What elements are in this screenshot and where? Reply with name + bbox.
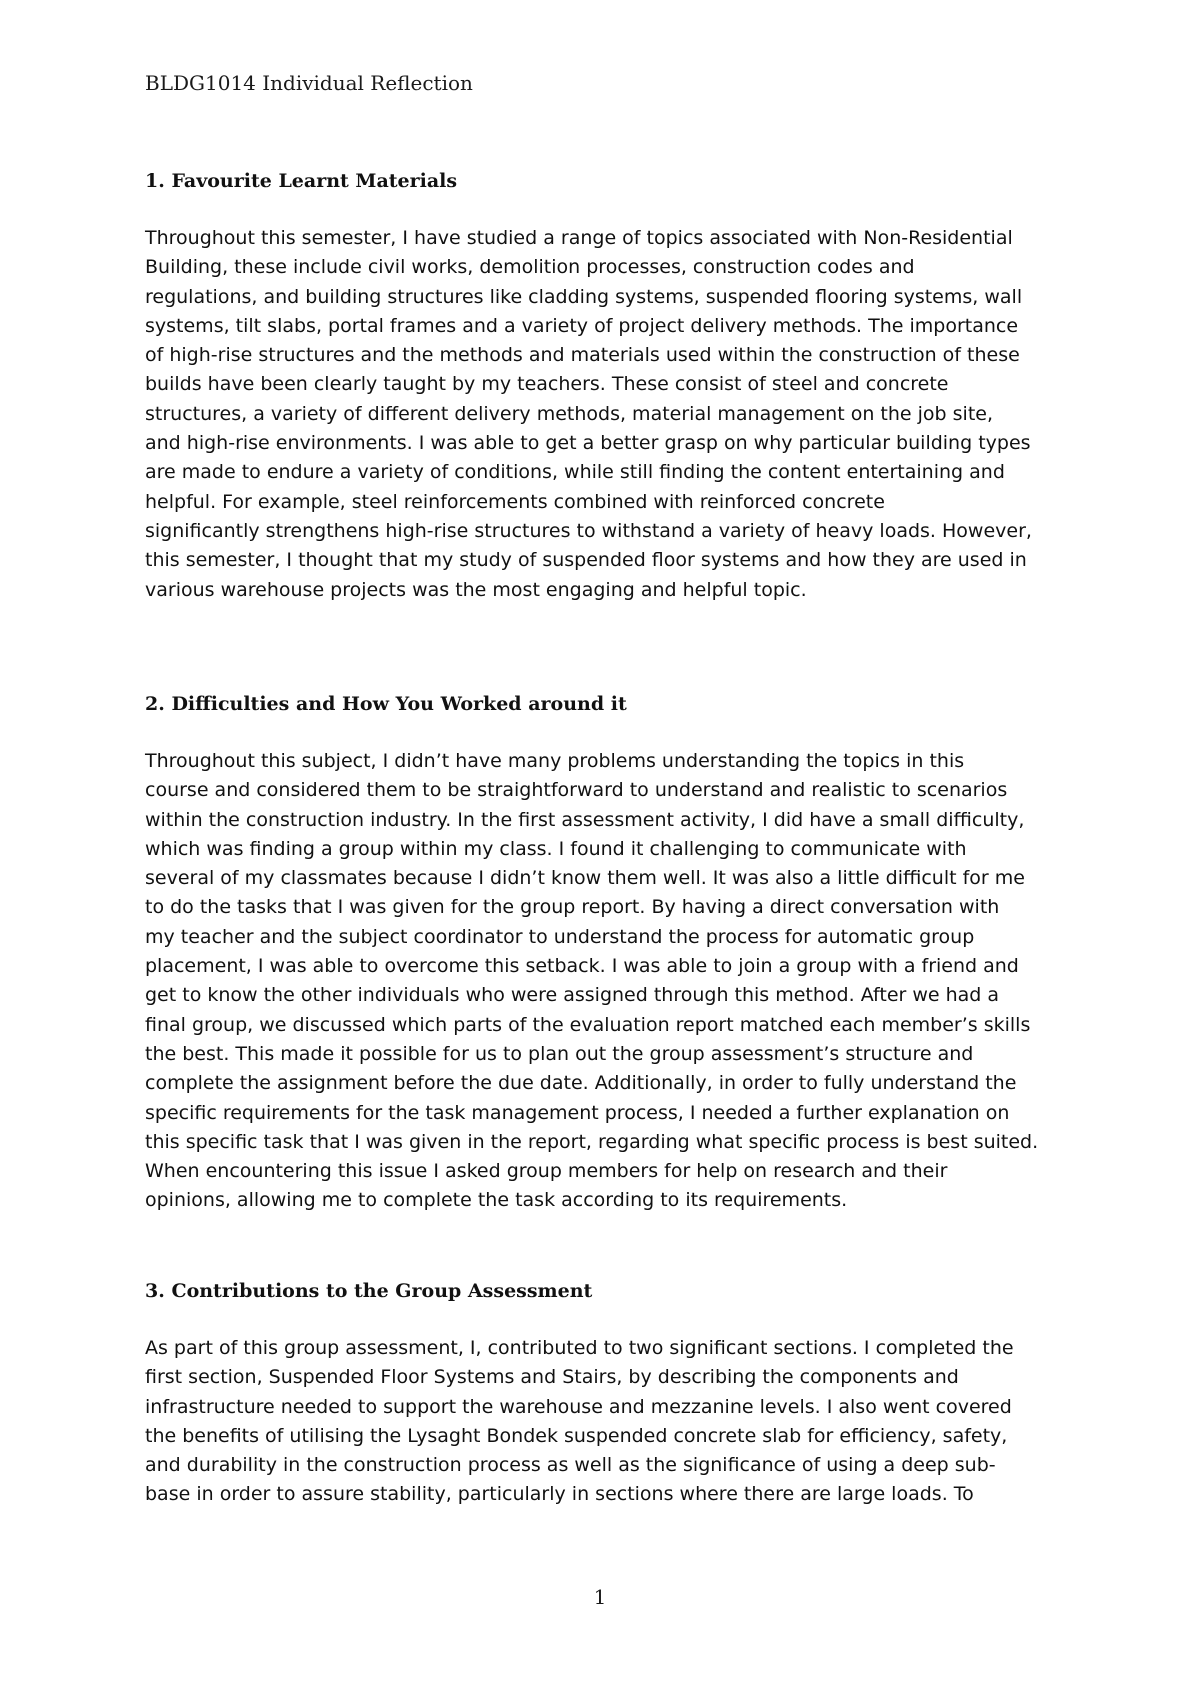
- paragraph-line: Throughout this subject, I didn’t have many problems understanding the topics in this: [145, 750, 965, 772]
- paragraph-line: several of my classmates because I didn’t know them well. It was also a little difficult for me: [145, 867, 1025, 890]
- section-heading-difficulties: 2. Difficulties and How You Worked around it: [145, 693, 627, 715]
- paragraph-line: builds have been clearly taught by my teachers. These consist of steel and concrete: [145, 373, 949, 396]
- paragraph-line: regulations, and building structures like cladding systems, suspended flooring systems, wall: [145, 285, 1023, 308]
- section-heading-favourite-materials: 1. Favourite Learnt Materials: [145, 170, 458, 192]
- paragraph-line: Throughout this semester, I have studied a range of topics associated with Non-Residential: [145, 227, 1013, 249]
- paragraph-line: significantly strengthens high-rise structures to withstand a variety of heavy loads. However,: [145, 519, 1032, 542]
- paragraph-line: course and considered them to be straightforward to understand and realistic to scenarios: [145, 779, 1008, 802]
- paragraph-line: are made to endure a variety of conditions, while still finding the content entertaining and: [145, 461, 1005, 484]
- section-paragraph-difficulties: [145, 747, 1065, 1216]
- paragraph-line: of high-rise structures and the methods and materials used within the construction of these: [145, 344, 1020, 367]
- paragraph-line: and durability in the construction process as well as the significance of using a deep sub-: [145, 1454, 996, 1477]
- paragraph-line: helpful. For example, steel reinforcements combined with reinforced concrete: [145, 490, 885, 513]
- paragraph-line: final group, we discussed which parts of the evaluation report matched each member’s skills: [145, 1013, 1031, 1036]
- paragraph-line: placement, I was able to overcome this setback. I was able to join a group with a friend and: [145, 955, 1019, 978]
- paragraph-line: various warehouse projects was the most engaging and helpful topic.: [145, 578, 807, 601]
- paragraph-line: opinions, allowing me to complete the task according to its requirements.: [145, 1189, 848, 1212]
- document-header: BLDG1014 Individual Reflection: [145, 71, 473, 95]
- paragraph-line: which was finding a group within my class. I found it challenging to communicate with: [145, 837, 967, 860]
- paragraph-line: specific requirements for the task management process, I needed a further explanation on: [145, 1101, 1010, 1124]
- paragraph-line: my teacher and the subject coordinator to understand the process for automatic group: [145, 925, 975, 948]
- paragraph-line: this semester, I thought that my study of suspended floor systems and how they are used in: [145, 549, 1027, 572]
- paragraph-line: within the construction industry. In the first assessment activity, I did have a small difficulty,: [145, 808, 1025, 831]
- paragraph-line: first section, Suspended Floor Systems and Stairs, by describing the components and: [145, 1366, 959, 1389]
- paragraph-line: systems, tilt slabs, portal frames and a variety of project delivery methods. The importance: [145, 314, 1019, 337]
- paragraph-line: base in order to assure stability, particularly in sections where there are large loads. To: [145, 1483, 974, 1506]
- paragraph-line: the benefits of utilising the Lysaght Bondek suspended concrete slab for efficiency, safety,: [145, 1424, 1008, 1447]
- paragraph-line: As part of this group assessment, I, contributed to two significant sections. I completed the: [145, 1337, 1014, 1359]
- section-paragraph-favourite-materials: [145, 224, 1065, 605]
- paragraph-line: Building, these include civil works, demolition processes, construction codes and: [145, 256, 915, 279]
- paragraph-line: this specific task that I was given in the report, regarding what specific process is best suited.: [145, 1130, 1039, 1153]
- paragraph-line: get to know the other individuals who were assigned through this method. After we had a: [145, 984, 1000, 1007]
- paragraph-line: infrastructure needed to support the warehouse and mezzanine levels. I also went covered: [145, 1395, 1012, 1418]
- paragraph-line: When encountering this issue I asked group members for help on research and their: [145, 1160, 948, 1183]
- section-heading-contributions: 3. Contributions to the Group Assessment: [145, 1280, 593, 1302]
- paragraph-line: structures, a variety of different delivery methods, material management on the job site,: [145, 402, 994, 425]
- section-paragraph-contributions: [145, 1334, 1065, 1510]
- paragraph-line: and high-rise environments. I was able to get a better grasp on why particular building types: [145, 432, 1031, 455]
- paragraph-line: to do the tasks that I was given for the group report. By having a direct conversation with: [145, 896, 1000, 919]
- paragraph-line: the best. This made it possible for us to plan out the group assessment’s structure and: [145, 1042, 974, 1065]
- paragraph-line: complete the assignment before the due date. Additionally, in order to fully understand the: [145, 1072, 1017, 1095]
- page-number: 1: [593, 1585, 607, 1609]
